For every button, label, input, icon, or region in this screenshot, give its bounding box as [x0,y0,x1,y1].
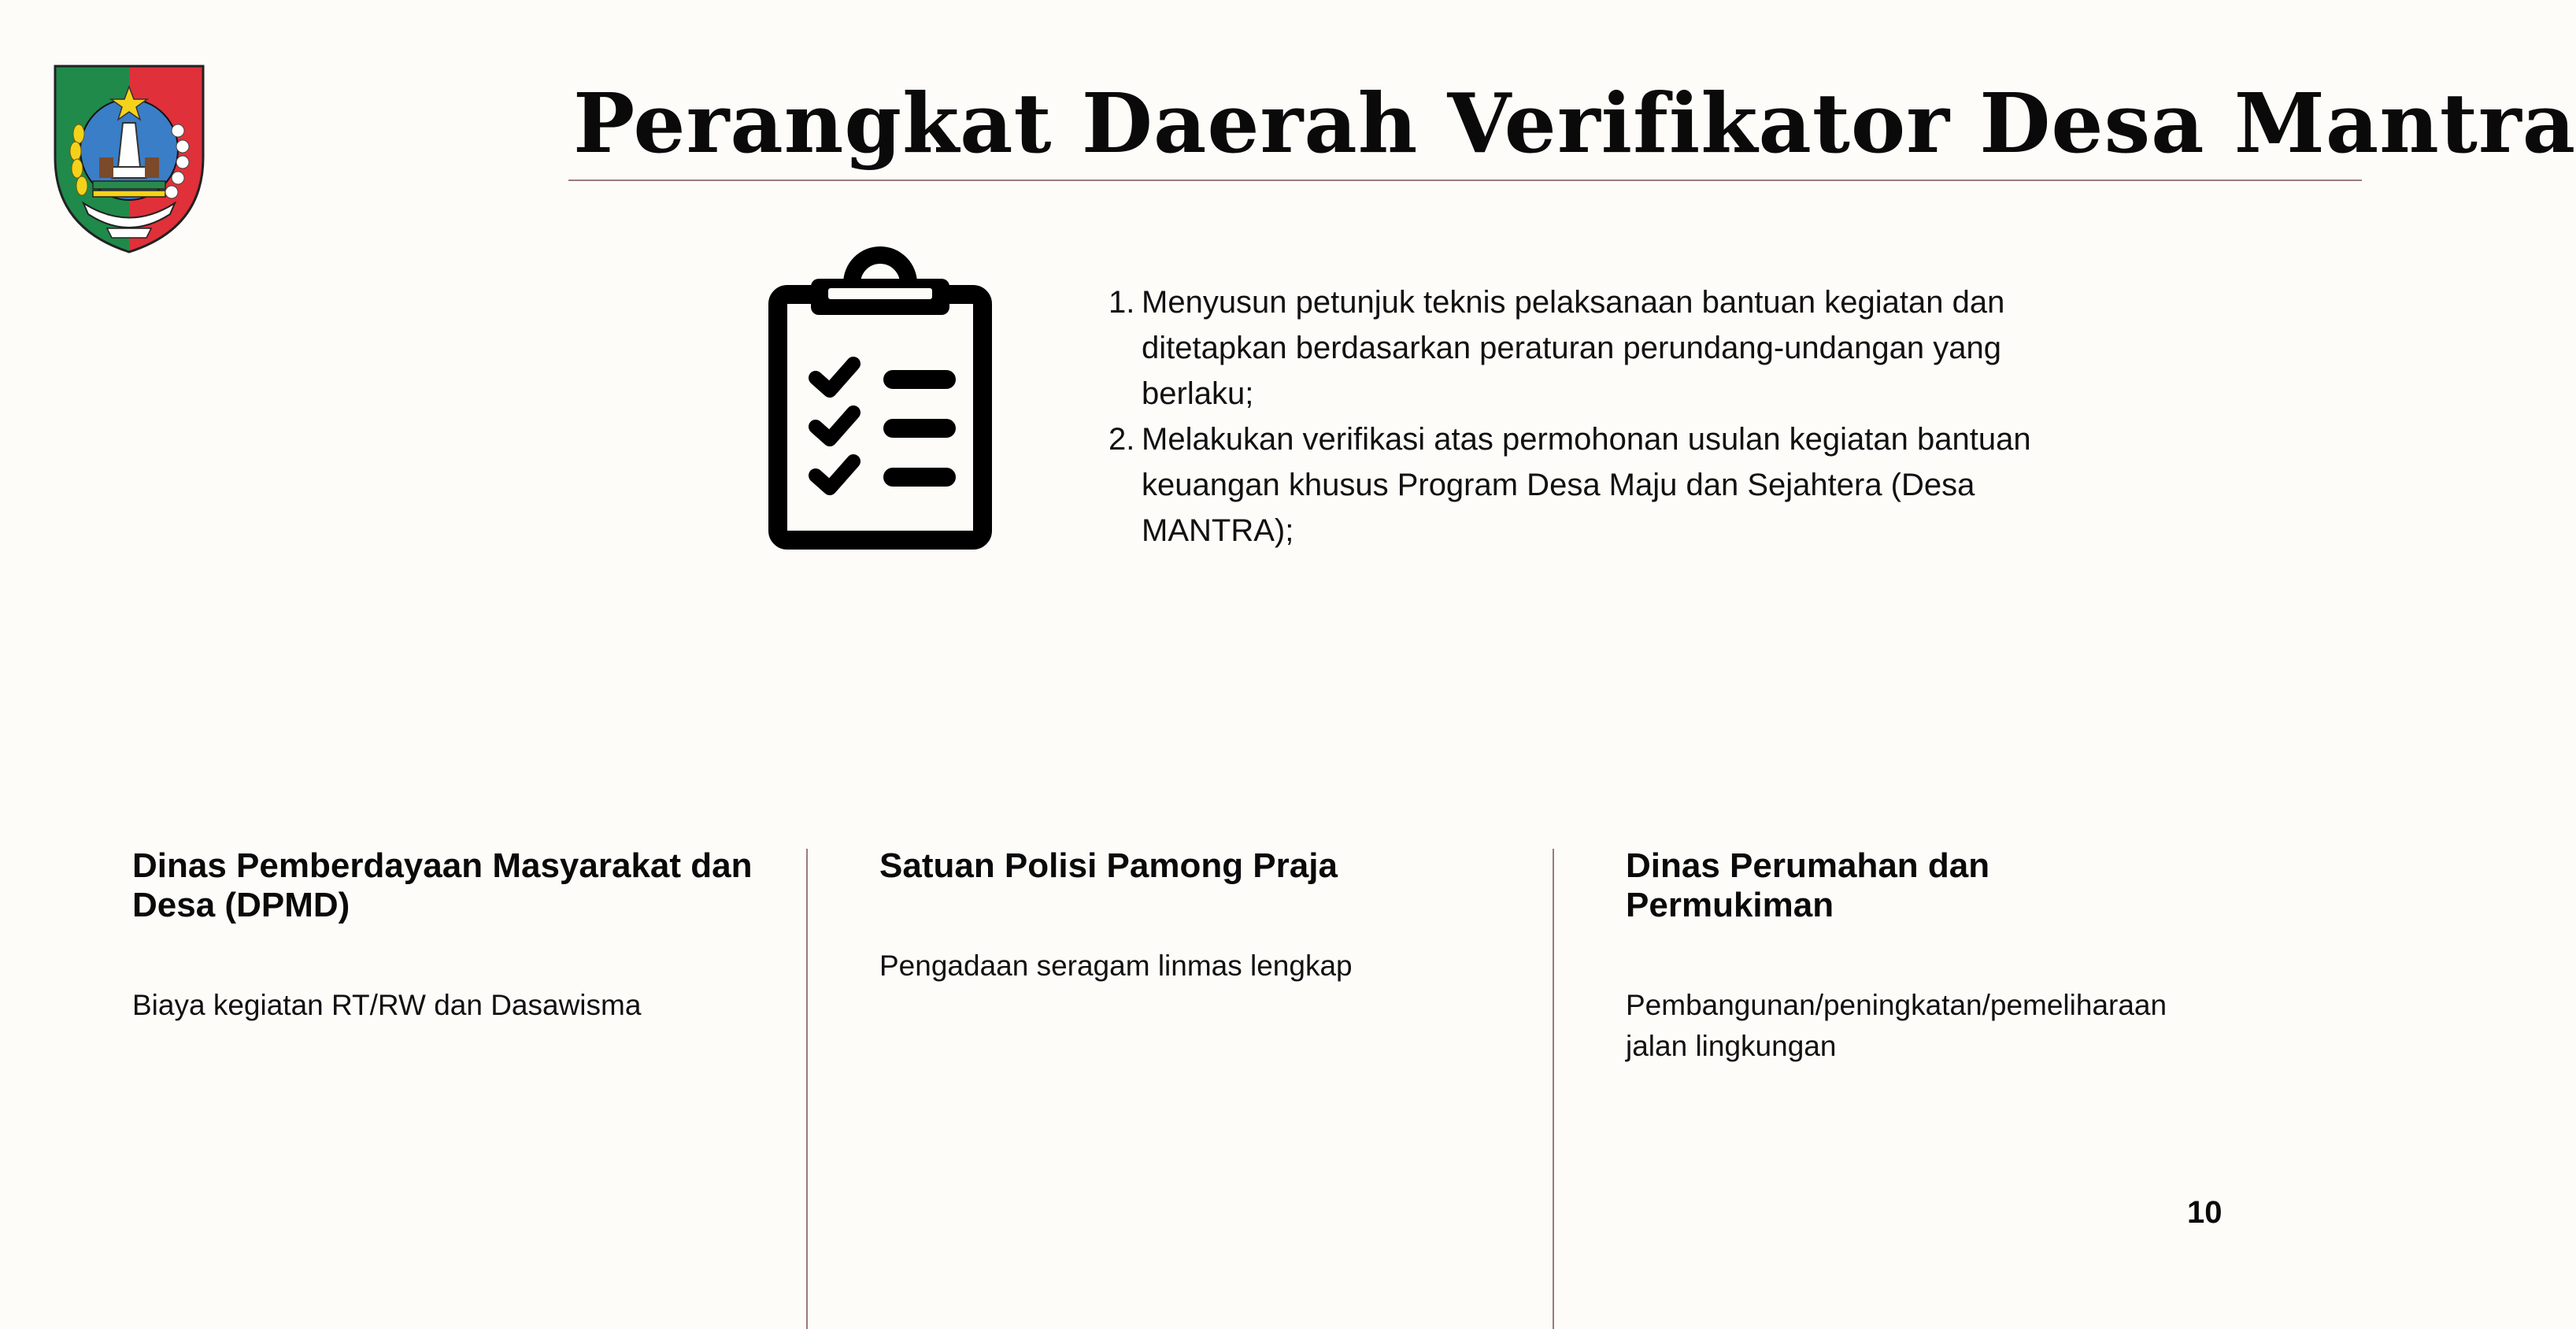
duty-item [1108,279,2053,416]
duty-text: Melakukan verifikasi atas permohonan usulan kegiatan bantuan keuangan khusus Program Desa Maju dan Sejahtera (Desa MANTRA); [1142,422,2031,548]
duty-number: 1. [1108,285,1135,320]
slide-title: Perangkat Daerah Verifikator Desa Mantra [573,75,2576,172]
agency-task: Biaya kegiatan RT/RW dan Dasawisma [132,989,642,1021]
agency-column-perkim [1626,846,2224,1067]
title-underline [568,180,2362,181]
regency-emblem-logo [52,63,206,255]
agency-column-satpol-pp [879,846,1501,987]
duty-item [1108,416,2053,553]
clipboard-checklist-icon [770,252,990,548]
agency-name: Dinas Perumahan dan Permukiman [1626,846,1990,924]
agency-column-dpmd [132,846,754,1026]
duty-list [1108,279,2053,553]
agency-name: Dinas Pemberdayaan Masyarakat dan Desa (DPMD) [132,846,753,924]
page-number: 10 [2187,1195,2223,1230]
agency-name: Satuan Polisi Pamong Praja [879,846,1338,885]
agency-task: Pembangunan/peningkatan/pemeliharaan jalan lingkungan [1626,989,2167,1062]
column-divider [806,849,808,1329]
agency-task: Pengadaan seragam linmas lengkap [879,950,1353,982]
duty-number: 2. [1108,422,1135,457]
column-divider [1553,849,1554,1329]
duty-text: Menyusun petunjuk teknis pelaksanaan bantuan kegiatan dan ditetapkan berdasarkan peraturan perundang-undangan yang berlaku; [1142,285,2005,411]
